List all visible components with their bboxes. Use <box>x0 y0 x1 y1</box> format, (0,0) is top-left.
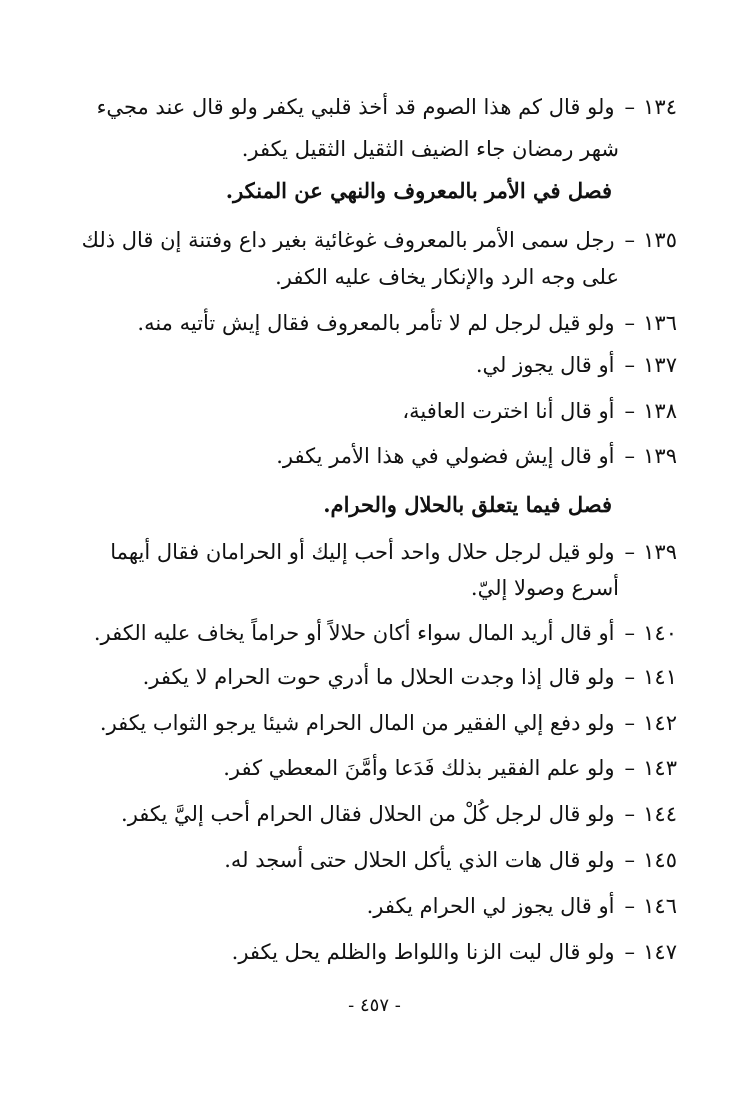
item-dash: – <box>624 353 635 377</box>
item-text: ولو قال هات الذي يأكل الحلال حتى أسجد له. <box>224 848 615 872</box>
item-number: ١٤٧ <box>643 940 677 964</box>
item-text: ولو قيل لرجل لم لا تأمر بالمعروف فقال إيش تأتيه منه. <box>137 311 615 335</box>
item-147 <box>96 937 677 967</box>
item-dash: – <box>624 399 635 423</box>
item-text: أو قال أنا اخترت العافية، <box>402 399 615 423</box>
item-dash: – <box>624 665 635 689</box>
item-text: أو قال يجوز لي. <box>475 353 615 377</box>
item-138 <box>96 396 677 426</box>
item-text: أو قال أريد المال سواء أكان حلالاً أو حراماً يخاف عليه الكفر. <box>93 621 615 645</box>
item-145 <box>96 845 677 875</box>
item-dash: – <box>624 848 635 872</box>
item-dash: – <box>624 940 635 964</box>
item-143 <box>96 753 677 783</box>
item-140 <box>93 618 677 648</box>
item-number: ١٣٩ <box>643 540 677 564</box>
item-text: ولو دفع إلي الفقير من المال الحرام شيئا يرجو الثواب يكفر. <box>99 711 615 735</box>
item-number: ١٤٦ <box>643 894 677 918</box>
item-text: أو قال إيش فضولي في هذا الأمر يكفر. <box>276 444 615 468</box>
section-heading-enjoining-good: فصل في الأمر بالمعروف والنهي عن المنكر. <box>225 178 612 203</box>
item-text: ولو قيل لرجل حلال واحد أحب إليك أو الحرامان فقال أيهما <box>110 540 615 564</box>
item-134 <box>96 92 677 122</box>
item-dash: – <box>624 228 635 252</box>
item-139-b <box>96 537 677 567</box>
item-dash: – <box>624 540 635 564</box>
item-135 <box>81 225 677 255</box>
item-139-b-cont: أسرع وصولا إليّ. <box>470 576 619 600</box>
section-heading-lawful-unlawful: فصل فيما يتعلق بالحلال والحرام. <box>323 492 612 517</box>
page-number: - ٤٥٧ - <box>348 995 401 1016</box>
item-dash: – <box>624 311 635 335</box>
item-number: ١٣٥ <box>643 228 677 252</box>
item-dash: – <box>624 444 635 468</box>
item-dash: – <box>624 95 635 119</box>
item-dash: – <box>624 711 635 735</box>
item-number: ١٤٠ <box>643 621 677 645</box>
item-137 <box>96 350 677 380</box>
item-141 <box>96 662 677 692</box>
item-number: ١٣٤ <box>643 95 677 119</box>
item-text: رجل سمى الأمر بالمعروف غوغائية بغير داع وفتنة إن قال ذلك <box>81 228 615 252</box>
item-number: ١٤٢ <box>643 711 677 735</box>
item-135-cont: على وجه الرد والإنكار يخاف عليه الكفر. <box>275 265 619 289</box>
item-136 <box>96 308 677 338</box>
item-dash: – <box>624 621 635 645</box>
item-number: ١٤١ <box>643 665 677 689</box>
item-number: ١٣٩ <box>643 444 677 468</box>
item-text: ولو قال كم هذا الصوم قد أخذ قلبي يكفر ولو قال عند مجيء <box>96 95 615 119</box>
item-142 <box>96 708 677 738</box>
item-146 <box>96 891 677 921</box>
item-text: ولو قال إذا وجدت الحلال ما أدري حوت الحرام لا يكفر. <box>142 665 615 689</box>
item-text: ولو علم الفقير بذلك فَدَعا وأمَّنَ المعطي كفر. <box>223 756 615 780</box>
item-number: ١٣٦ <box>643 311 677 335</box>
item-text: ولو قال لرجل كُلْ من الحلال فقال الحرام أحب إليَّ يكفر. <box>121 802 615 826</box>
item-134-cont: شهر رمضان جاء الضيف الثقيل الثقيل يكفر. <box>241 137 619 161</box>
item-number: ١٤٤ <box>643 802 677 826</box>
item-number: ١٤٣ <box>643 756 677 780</box>
item-dash: – <box>624 756 635 780</box>
item-number: ١٣٧ <box>643 353 677 377</box>
item-139 <box>96 441 677 471</box>
item-number: ١٣٨ <box>643 399 677 423</box>
item-dash: – <box>624 894 635 918</box>
item-144 <box>96 799 677 829</box>
item-text: أو قال يجوز لي الحرام يكفر. <box>366 894 615 918</box>
item-dash: – <box>624 802 635 826</box>
item-text: ولو قال ليت الزنا واللواط والظلم يحل يكفر. <box>231 940 615 964</box>
item-number: ١٤٥ <box>643 848 677 872</box>
